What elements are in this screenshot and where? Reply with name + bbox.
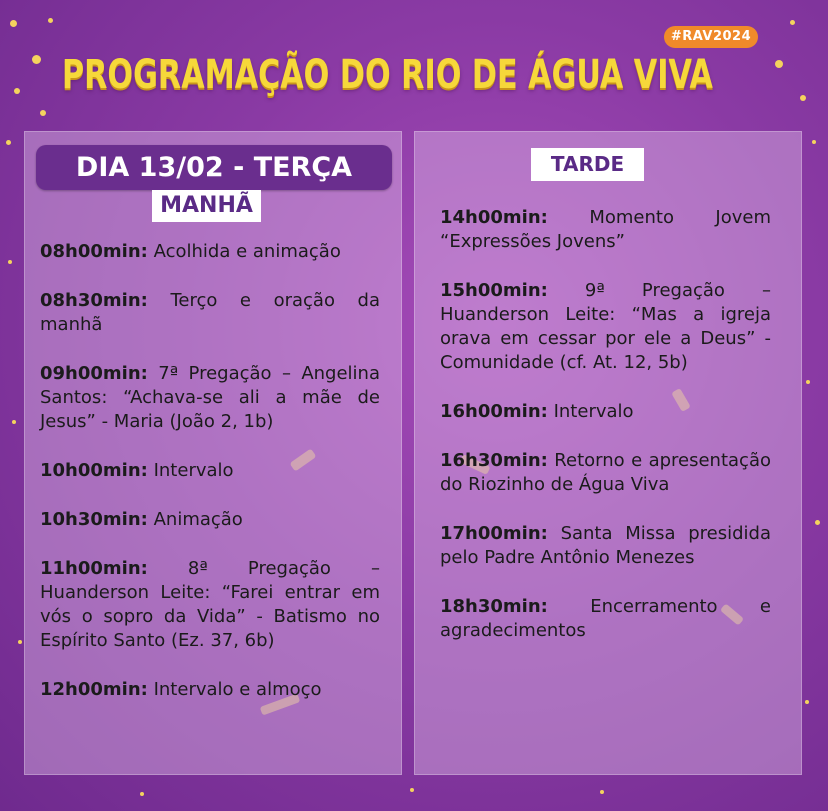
schedule-text: 9ª Pregação – Huanderson Leite: “Mas a igreja orava em cessar por ele a Deus” - Comunidade (cf. At. 12, 5b)	[440, 280, 771, 373]
schedule-item	[440, 279, 771, 375]
morning-schedule	[40, 240, 380, 727]
page-title: PROGRAMAÇÃO DO RIO DE ÁGUA VIVA	[62, 52, 713, 98]
schedule-item	[40, 240, 380, 264]
schedule-text: Intervalo	[553, 401, 634, 422]
schedule-item	[40, 678, 380, 702]
schedule-time: 10h00min:	[40, 460, 148, 481]
day-header: DIA 13/02 - TERÇA	[36, 145, 392, 190]
schedule-time: 18h30min:	[440, 596, 548, 617]
schedule-time: 16h00min:	[440, 401, 548, 422]
schedule-text: Animação	[153, 509, 243, 530]
schedule-time: 11h00min:	[40, 558, 148, 579]
schedule-item	[40, 362, 380, 434]
schedule-item	[440, 522, 771, 570]
schedule-item	[440, 206, 771, 254]
schedule-item	[40, 557, 380, 653]
afternoon-schedule	[440, 206, 771, 668]
schedule-item	[440, 595, 771, 643]
morning-label: MANHÃ	[152, 190, 261, 222]
schedule-time: 09h00min:	[40, 363, 148, 384]
schedule-item	[40, 508, 380, 532]
hashtag-badge: #RAV2024	[664, 26, 758, 48]
schedule-time: 14h00min:	[440, 207, 548, 228]
schedule-text: Intervalo	[153, 460, 234, 481]
schedule-time: 16h30min:	[440, 450, 548, 471]
schedule-text: Acolhida e animação	[153, 241, 341, 262]
schedule-text: Retorno e apresentação do Riozinho de Água Viva	[440, 450, 771, 495]
schedule-item	[440, 400, 771, 424]
schedule-time: 12h00min:	[40, 679, 148, 700]
schedule-time: 17h00min:	[440, 523, 548, 544]
schedule-item	[40, 289, 380, 337]
schedule-time: 08h30min:	[40, 290, 148, 311]
schedule-text: Encerramento e agradecimentos	[440, 596, 771, 641]
schedule-item	[40, 459, 380, 483]
schedule-item	[440, 449, 771, 497]
schedule-text: Intervalo e almoço	[153, 679, 322, 700]
schedule-time: 10h30min:	[40, 509, 148, 530]
schedule-text: Momento Jovem “Expressões Jovens”	[440, 207, 771, 252]
schedule-time: 15h00min:	[440, 280, 548, 301]
schedule-time: 08h00min:	[40, 241, 148, 262]
schedule-text: Santa Missa presidida pelo Padre Antônio Menezes	[440, 523, 771, 568]
afternoon-label: TARDE	[531, 148, 644, 181]
schedule-text: Terço e oração da manhã	[40, 290, 380, 335]
schedule-text: 8ª Pregação – Huanderson Leite: “Farei entrar em vós o sopro da Vida” - Batismo no Espírito Santo (Ez. 37, 6b)	[40, 558, 380, 651]
schedule-text: 7ª Pregação – Angelina Santos: “Achava-se ali a mãe de Jesus” - Maria (João 2, 1b)	[40, 363, 380, 432]
